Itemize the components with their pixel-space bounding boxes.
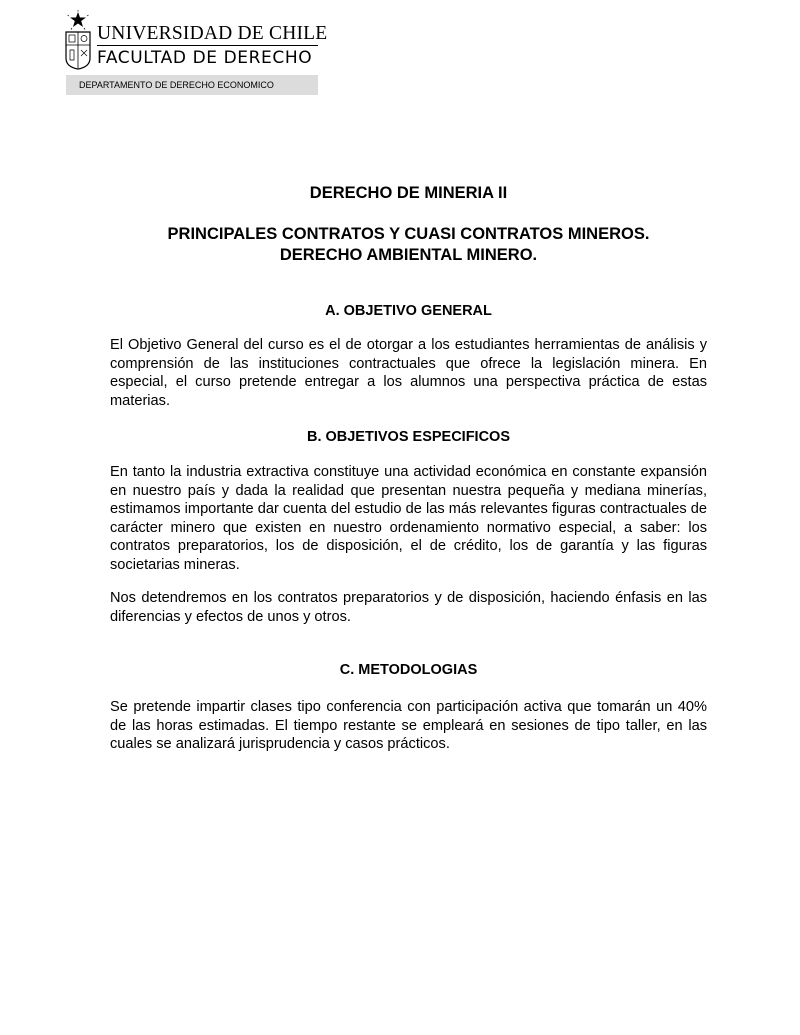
document-subtitle-line-1: PRINCIPALES CONTRATOS Y CUASI CONTRATOS MINEROS.	[167, 225, 650, 243]
faculty-name: FACULTAD DE DERECHO	[97, 48, 313, 68]
document-title: DERECHO DE MINERIA II	[309, 184, 508, 202]
section-b-heading: B. OBJETIVOS ESPECIFICOS	[306, 429, 511, 445]
section-b-paragraph-2: Nos detendremos en los contratos preparatorios y de disposición, haciendo énfasis en las diferencias y efectos de unos y otros.	[110, 590, 707, 625]
section-a-paragraph: El Objetivo General del curso es el de otorgar a los estudiantes herramientas de análisis y comprensión de las instituciones contractuales que ofrece la legislación minera. En especial, el curso pretende entregar a los alumnos una perspectiva práctica de estas materias.	[110, 337, 707, 409]
letterhead	[64, 10, 328, 96]
university-name: UNIVERSIDAD DE CHILE	[97, 23, 328, 44]
department-name: DEPARTAMENTO DE DERECHO ECONOMICO	[79, 80, 274, 90]
document-subtitle-line-2: DERECHO AMBIENTAL MINERO.	[279, 246, 538, 264]
section-b-paragraph-1: En tanto la industria extractiva constituye una actividad económica en constante expansión en nuestro país y dada la realidad que presentan nuestra pequeña y mediana minerías, estimamos importante dar cuenta del estudio de las más relevantes figuras contractuales de carácter minero que existen en nuestro ordenamiento normativo especial, a saber: los contratos preparatorios, los de disposición, el de crédito, los de garantía y las figuras societarias mineras.	[110, 464, 707, 573]
section-a-heading: A. OBJETIVO GENERAL	[325, 303, 492, 319]
section-c-paragraph: Se pretende impartir clases tipo conferencia con participación activa que tomarán un 40% de las horas estimadas. El tiempo restante se empleará en sesiones de tipo taller, en las cuales se analizará jurisprudencia y casos prácticos.	[110, 699, 707, 752]
header-divider	[97, 45, 318, 46]
department-bar	[66, 75, 318, 95]
section-c-heading: C. METODOLOGIAS	[339, 662, 478, 678]
university-crest-icon	[64, 10, 92, 70]
